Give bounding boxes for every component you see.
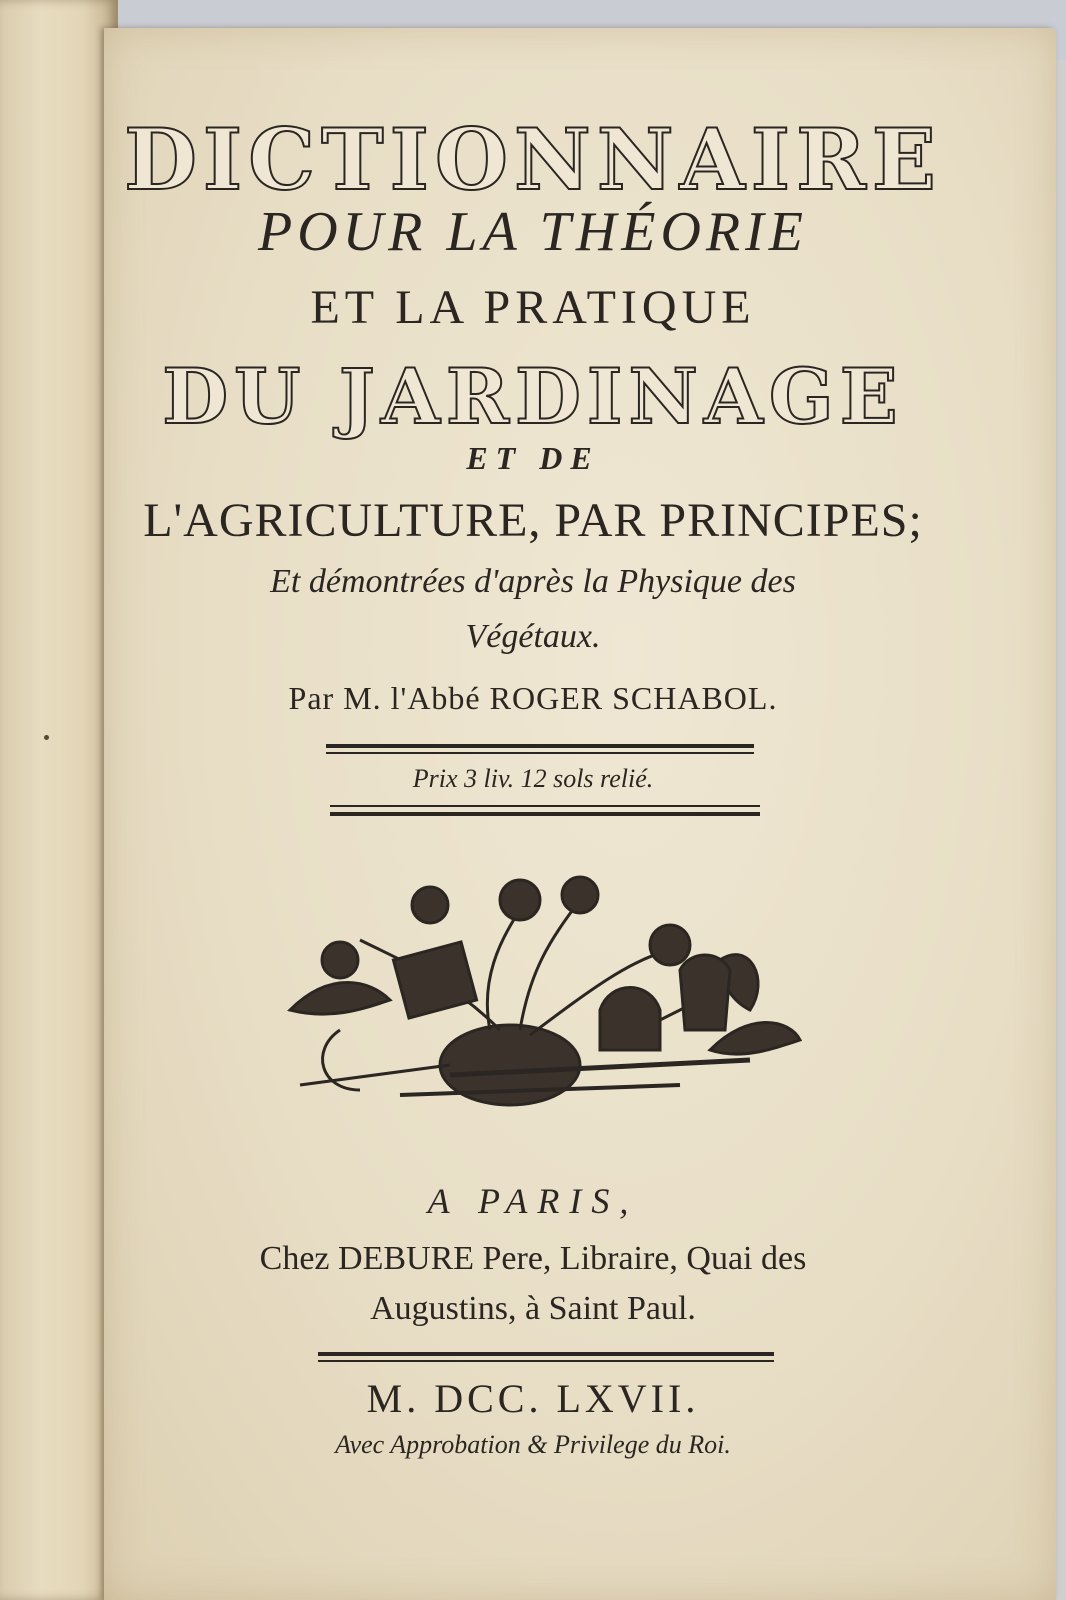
price-line: Prix 3 liv. 12 sols relié. — [412, 764, 654, 793]
approbation-line: Avec Approbation & Privilege du Roi. — [335, 1430, 731, 1459]
title-line-2: POUR LA THÉORIE — [258, 201, 808, 263]
rule-top-thin — [326, 752, 754, 754]
rule-bottom-thick — [318, 1352, 774, 1356]
paper-mark — [44, 735, 49, 740]
title-line-5: ET DE — [466, 440, 600, 476]
rule-bottom-thin — [318, 1360, 774, 1362]
author-line: Par M. l'Abbé ROGER SCHABOL. — [288, 680, 778, 716]
title-line-1: DICTIONNAIRE — [124, 110, 942, 209]
title-line-4: DU JARDINAGE — [162, 352, 904, 441]
rule-mid-thick — [330, 812, 760, 816]
imprint-year: M. DCC. LXVII. — [366, 1376, 700, 1421]
subtitle-line-2: Végétaux. — [465, 618, 601, 655]
title-line-6: L'AGRICULTURE, PAR PRINCIPES; — [143, 494, 923, 547]
rule-mid-thin — [330, 805, 760, 807]
rule-top-thick — [326, 744, 754, 748]
garden-tools-flowers-vignette-icon — [250, 860, 810, 1140]
city-line: A PARIS, — [427, 1181, 639, 1221]
title-line-3: ET LA PRATIQUE — [310, 281, 756, 334]
publisher-line-2: Augustins, à Saint Paul. — [370, 1290, 696, 1327]
subtitle-line-1: Et démontrées d'après la Physique des — [270, 563, 796, 600]
publisher-line-1: Chez DEBURE Pere, Libraire, Quai des — [259, 1240, 807, 1277]
